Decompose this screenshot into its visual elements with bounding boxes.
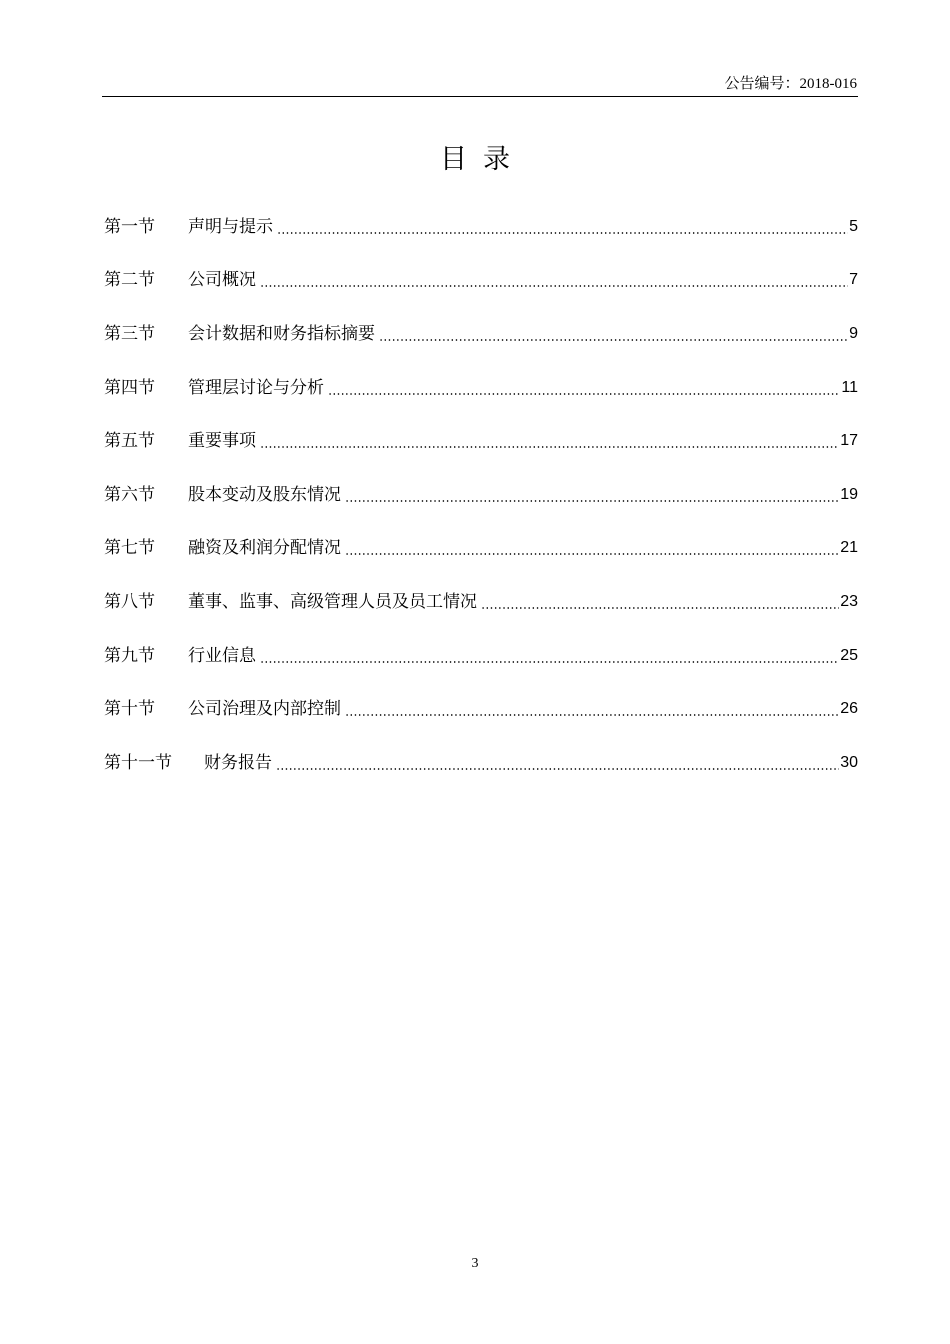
table-of-contents (104, 200, 858, 790)
toc-dot-leader (276, 768, 839, 770)
toc-page-number: 25 (840, 646, 858, 664)
toc-entry[interactable] (104, 629, 858, 683)
toc-entry[interactable] (104, 307, 858, 361)
toc-section-number: 第四节 (104, 377, 155, 398)
toc-section-title: 行业信息 (188, 645, 256, 666)
toc-entry[interactable] (104, 522, 858, 576)
toc-page-number: 17 (840, 432, 858, 450)
toc-section-number: 第一节 (104, 216, 155, 237)
toc-page-number: 7 (849, 271, 858, 289)
toc-page-number: 11 (841, 378, 858, 396)
toc-dot-leader (260, 285, 848, 287)
toc-dot-leader (328, 393, 840, 395)
toc-entry[interactable] (104, 682, 858, 736)
toc-page-number: 30 (840, 753, 858, 771)
toc-dot-leader (277, 232, 848, 234)
toc-section-number: 第十一节 (104, 752, 172, 773)
toc-page-number: 5 (849, 217, 858, 235)
toc-page-number: 9 (849, 324, 858, 342)
toc-section-title: 重要事项 (188, 431, 256, 452)
toc-page-number: 23 (840, 592, 858, 610)
header-divider (102, 96, 858, 97)
page-title: 目录 (440, 144, 526, 175)
toc-page-number: 19 (840, 485, 858, 503)
toc-section-number: 第七节 (104, 538, 155, 559)
toc-section-title: 财务报告 (204, 752, 272, 773)
toc-section-title: 董事、监事、高级管理人员及员工情况 (188, 591, 477, 612)
toc-dot-leader (379, 339, 848, 341)
toc-page-number: 26 (840, 700, 858, 718)
toc-section-title: 股本变动及股东情况 (188, 484, 341, 505)
toc-entry[interactable] (104, 254, 858, 308)
toc-section-number: 第五节 (104, 431, 155, 452)
toc-section-title: 管理层讨论与分析 (188, 377, 324, 398)
toc-entry[interactable] (104, 361, 858, 415)
toc-entry[interactable] (104, 575, 858, 629)
toc-section-title: 会计数据和财务指标摘要 (188, 323, 375, 344)
toc-dot-leader (345, 714, 839, 716)
toc-section-title: 声明与提示 (188, 216, 273, 237)
toc-section-title: 公司治理及内部控制 (188, 699, 341, 720)
toc-dot-leader (345, 553, 839, 555)
toc-entry[interactable] (104, 200, 858, 254)
announcement-number: 公告编号：2018-016 (724, 76, 857, 92)
toc-entry[interactable] (104, 736, 858, 790)
toc-section-number: 第十节 (104, 699, 155, 720)
toc-page-number: 21 (840, 539, 858, 557)
toc-section-number: 第九节 (104, 645, 155, 666)
toc-entry[interactable] (104, 414, 858, 468)
toc-dot-leader (260, 446, 839, 448)
toc-section-number: 第八节 (104, 591, 155, 612)
toc-dot-leader (260, 661, 839, 663)
footer-page-number: 3 (471, 1256, 479, 1271)
toc-section-number: 第三节 (104, 323, 155, 344)
toc-section-title: 融资及利润分配情况 (188, 538, 341, 559)
toc-section-number: 第二节 (104, 270, 155, 291)
toc-section-title: 公司概况 (188, 270, 256, 291)
toc-entry[interactable] (104, 468, 858, 522)
toc-dot-leader (345, 500, 839, 502)
toc-section-number: 第六节 (104, 484, 155, 505)
toc-dot-leader (481, 607, 839, 609)
